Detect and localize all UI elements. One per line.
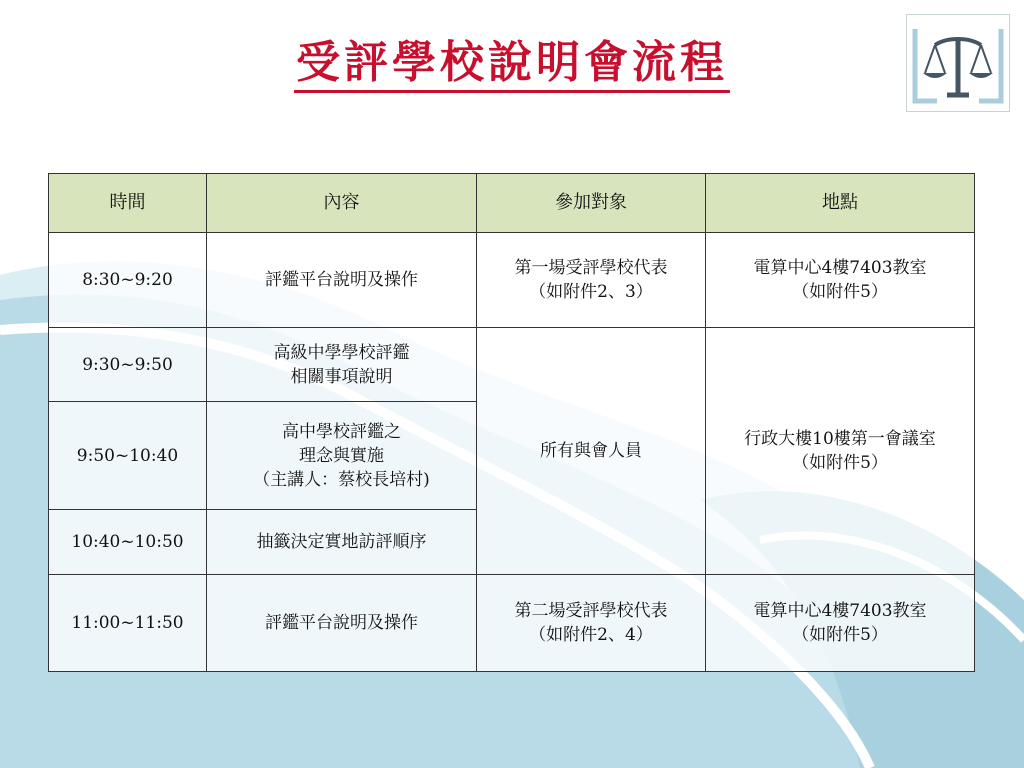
audience-line: 第一場受評學校代表: [514, 258, 668, 278]
content-cell: [207, 575, 477, 672]
content-line: 高中學校評鑑之: [282, 421, 401, 442]
location-note: （如附件5）: [792, 453, 888, 473]
header-audience: 參加對象: [477, 174, 706, 233]
content-line: 抽籤決定實地訪評順序: [256, 532, 427, 552]
merged-audience-cell: [477, 328, 706, 575]
content-cell: [207, 402, 477, 510]
audience-line: 第二場受評學校代表: [514, 601, 668, 621]
logo: [906, 14, 1010, 112]
audience-note: （如附件2、3）: [529, 282, 653, 302]
location-cell: [706, 233, 975, 328]
content-line: 高級中學學校評鑑: [273, 342, 410, 363]
schedule-table: [48, 173, 975, 672]
header-time: 時間: [49, 174, 207, 233]
content-line: （主講人：蔡校長培村): [253, 469, 430, 490]
content-line: 評鑑平台說明及操作: [265, 613, 418, 633]
location-note: （如附件5）: [792, 625, 888, 645]
header-location: 地點: [706, 174, 975, 233]
page-title-wrap: [0, 26, 1024, 90]
content-line: 相關事項說明: [290, 366, 393, 387]
time-cell: 8:30~9:20: [49, 233, 207, 328]
table-header-row: [49, 174, 975, 233]
content-line: 理念與實施: [299, 445, 384, 466]
merged-location-cell: [706, 328, 975, 575]
table-row: [49, 233, 975, 328]
content-cell: [207, 510, 477, 575]
time-cell: 11:00~11:50: [49, 575, 207, 672]
content-cell: [207, 328, 477, 402]
audience-cell: [477, 575, 706, 672]
page-title: 受評學校說明會流程: [294, 37, 730, 93]
table-row: [49, 575, 975, 672]
time-cell: 10:40~10:50: [49, 510, 207, 575]
audience-cell: [477, 233, 706, 328]
location-note: （如附件5）: [792, 282, 888, 302]
location-line: 行政大樓10樓第一會議室: [744, 429, 936, 449]
location-cell: [706, 575, 975, 672]
time-cell: 9:50~10:40: [49, 402, 207, 510]
time-cell: 9:30~9:50: [49, 328, 207, 402]
location-line: 電算中心4樓7403教室: [753, 601, 927, 621]
audience-note: （如附件2、4）: [529, 625, 653, 645]
scales-of-justice-icon: [907, 15, 1009, 111]
table-row: [49, 328, 975, 402]
audience-line: 所有與會人員: [540, 441, 642, 461]
location-line: 電算中心4樓7403教室: [753, 258, 927, 278]
header-content: 內容: [207, 174, 477, 233]
content-line: 評鑑平台說明及操作: [265, 270, 418, 290]
content-cell: [207, 233, 477, 328]
